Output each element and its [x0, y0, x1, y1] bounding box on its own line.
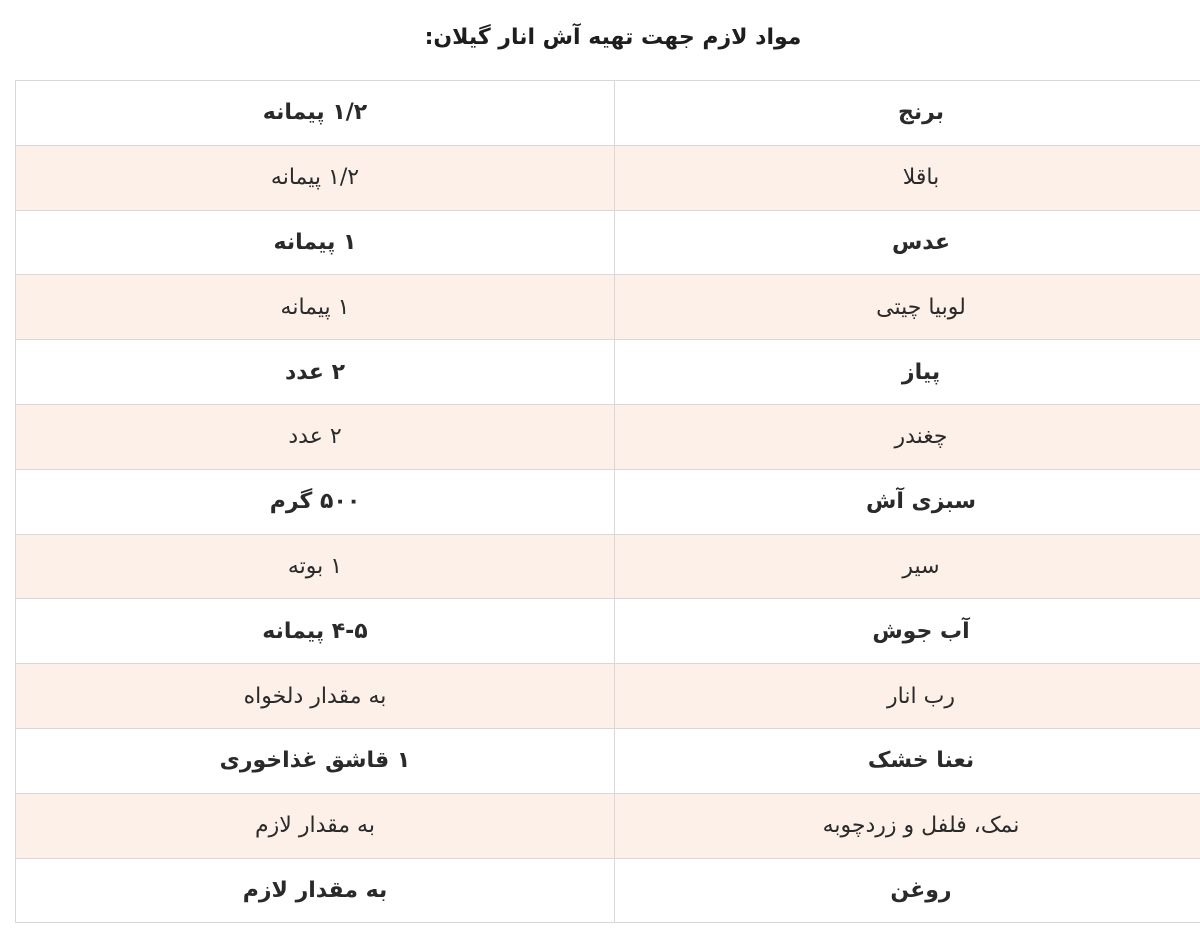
- ingredients-table: [16, 81, 1200, 923]
- table-row: [16, 210, 1200, 275]
- ingredient-name: آب جوش: [615, 599, 1200, 664]
- ingredient-amount: ۴-۵ پیمانه: [16, 599, 615, 664]
- ingredient-name: برنج: [615, 81, 1200, 145]
- ingredient-name: نمک، فلفل و زردچوبه: [615, 793, 1200, 858]
- page-title: مواد لازم جهت تهیه آش انار گیلان:: [424, 25, 802, 50]
- ingredient-name: سیر: [615, 534, 1200, 599]
- ingredient-amount: ۱/۲ پیمانه: [16, 81, 615, 145]
- ingredient-name: عدس: [615, 210, 1200, 275]
- ingredient-amount: ۲ عدد: [16, 404, 615, 469]
- ingredient-name: روغن: [615, 858, 1200, 923]
- table-row: [16, 664, 1200, 729]
- ingredient-amount: ۱ بوته: [16, 534, 615, 599]
- table-row: [16, 728, 1200, 793]
- table-row: [16, 340, 1200, 405]
- ingredient-amount: ۱ پیمانه: [16, 275, 615, 340]
- ingredient-amount: به مقدار لازم: [16, 858, 615, 923]
- table-row: [16, 81, 1200, 145]
- ingredient-name: نعنا خشک: [615, 728, 1200, 793]
- table-row: [16, 534, 1200, 599]
- ingredient-name: پیاز: [615, 340, 1200, 405]
- table-row: [16, 404, 1200, 469]
- table-row: [16, 793, 1200, 858]
- ingredient-amount: به مقدار دلخواه: [16, 664, 615, 729]
- table-row: [16, 275, 1200, 340]
- table-row: [16, 145, 1200, 210]
- ingredients-table-container: [15, 80, 1200, 923]
- table-row: [16, 469, 1200, 534]
- table-row: [16, 858, 1200, 923]
- ingredient-amount: به مقدار لازم: [16, 793, 615, 858]
- ingredient-amount: ۵۰۰ گرم: [16, 469, 615, 534]
- ingredient-amount: ۱ قاشق غذاخوری: [16, 728, 615, 793]
- table-row: [16, 599, 1200, 664]
- ingredient-amount: ۲ عدد: [16, 340, 615, 405]
- ingredient-name: لوبیا چیتی: [615, 275, 1200, 340]
- ingredient-name: باقلا: [615, 145, 1200, 210]
- ingredient-name: رب انار: [615, 664, 1200, 729]
- ingredient-name: چغندر: [615, 404, 1200, 469]
- ingredient-name: سبزی آش: [615, 469, 1200, 534]
- ingredient-amount: ۱/۲ پیمانه: [16, 145, 615, 210]
- ingredient-amount: ۱ پیمانه: [16, 210, 615, 275]
